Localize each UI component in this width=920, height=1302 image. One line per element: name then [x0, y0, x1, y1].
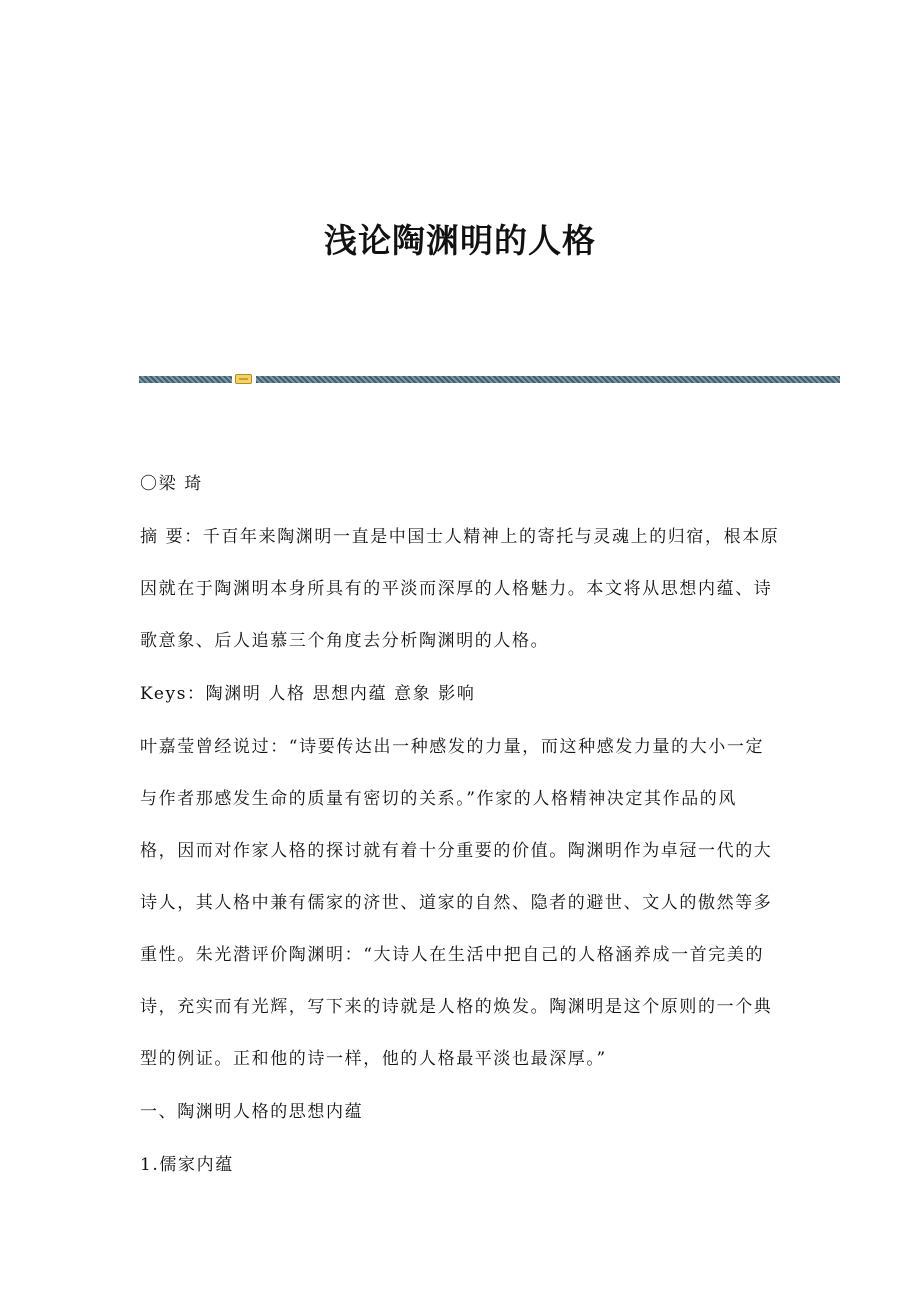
intro-line: 与作者那感发生命的质量有密切的关系。”作家的人格精神决定其作品的风	[140, 789, 737, 809]
divider-emblem-icon	[235, 374, 252, 384]
intro-paragraph	[140, 733, 780, 1073]
intro-line: 重性。朱光潜评价陶渊明：“大诗人在生活中把自己的人格涵养成一首完美的	[140, 945, 765, 965]
abstract-line: 因就在于陶渊明本身所具有的平淡而深厚的人格魅力。本文将从思想内蕴、诗	[140, 579, 773, 599]
abstract-line: 摘 要：千百年来陶渊明一直是中国士人精神上的寄托与灵魂上的归宿，根本原	[140, 527, 780, 547]
intro-line: 叶嘉莹曾经说过：“诗要传达出一种感发的力量，而这种感发力量的大小一定	[140, 737, 765, 757]
article-body	[140, 470, 780, 1179]
divider-right-bar	[256, 376, 840, 383]
intro-line: 诗人，其人格中兼有儒家的济世、道家的自然、隐者的避世、文人的傲然等多	[140, 893, 773, 913]
intro-line: 格，因而对作家人格的探讨就有着十分重要的价值。陶渊明作为卓冠一代的大	[140, 841, 773, 861]
title-divider	[139, 374, 840, 384]
abstract-line: 歌意象、后人追慕三个角度去分析陶渊明的人格。	[140, 631, 550, 651]
document-title: 浅论陶渊明的人格	[324, 221, 596, 260]
author-line: 〇梁 琦	[140, 474, 203, 494]
abstract-paragraph	[140, 523, 780, 655]
divider-left-bar	[139, 376, 232, 383]
intro-line: 型的例证。正和他的诗一样，他的人格最平淡也最深厚。”	[140, 1049, 607, 1069]
keywords-line: Keys：陶渊明 人格 思想内蕴 意象 影响	[140, 684, 476, 704]
subsection-heading: 1.儒家内蕴	[140, 1155, 234, 1175]
intro-line: 诗，充实而有光辉，写下来的诗就是人格的焕发。陶渊明是这个原则的一个典	[140, 997, 773, 1017]
section-heading: 一、陶渊明人格的思想内蕴	[140, 1102, 364, 1122]
